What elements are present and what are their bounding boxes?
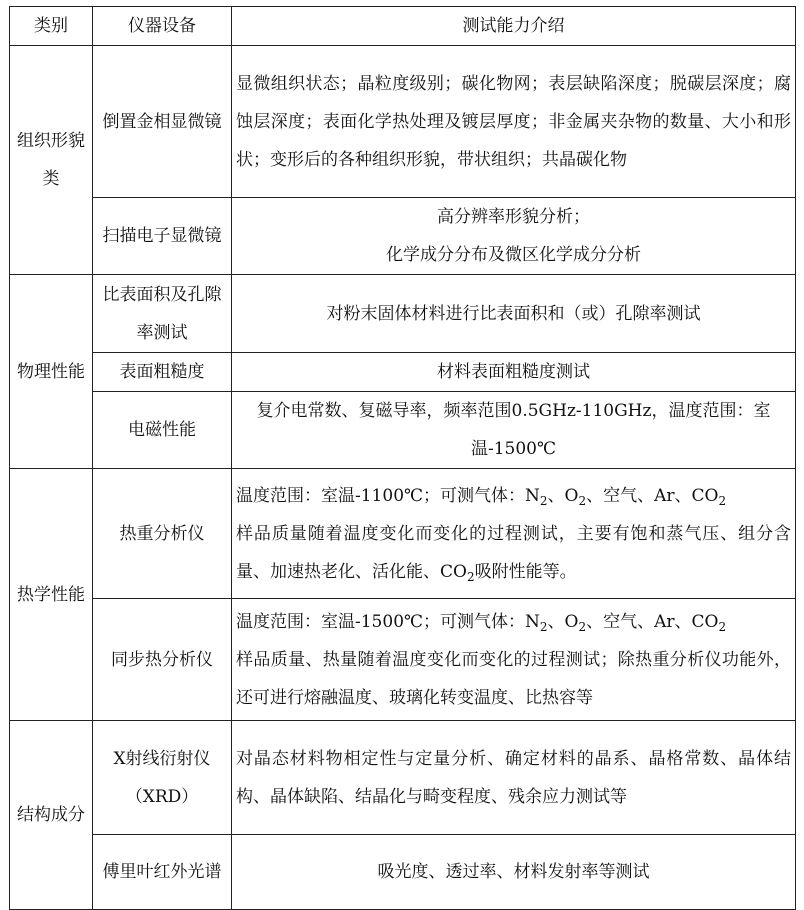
category-cell-morphology: 组织形貌类	[10, 46, 93, 275]
header-category: 类别	[10, 7, 93, 46]
category-cell-physical: 物理性能	[10, 275, 93, 469]
description-cell	[232, 198, 796, 275]
instrument-cell: 电磁性能	[93, 392, 232, 469]
description-cell: 显微组织状态；晶粒度级别；碳化物网；表层缺陷深度；脱碳层深度；腐蚀层深度；表面化学热处理及镀层厚度；非金属夹杂物的数量、大小和形状；变形后的各种组织形貌，带状组织；共晶碳化物	[232, 46, 796, 198]
header-description: 测试能力介绍	[232, 7, 796, 46]
instrument-cell: 表面粗糙度	[93, 353, 232, 392]
table-row	[10, 835, 796, 910]
instrument-cell: 傅里叶红外光谱	[93, 835, 232, 910]
table-row	[10, 198, 796, 275]
instrument-cell: 倒置金相显微镜	[93, 46, 232, 198]
description-line: 高分辨率形貌分析；	[437, 207, 590, 227]
table-row	[10, 721, 796, 835]
table-row	[10, 599, 796, 721]
instrument-cell: 扫描电子显微镜	[93, 198, 232, 275]
table-row	[10, 469, 796, 599]
description-cell: 温度范围：室温-1500℃；可测气体：$N_2$、$O_2$、空气、Ar、$CO_2$ 样品质量、热量随着温度变化而变化的过程测试；除热重分析仪功能外，还可进行熔融温度、玻璃化转变温度、比热容等	[232, 599, 796, 721]
table-row	[10, 46, 796, 198]
description-cell: 对粉末固体材料进行比表面积和（或）孔隙率测试	[232, 275, 796, 353]
capability-table	[9, 6, 796, 910]
category-cell-structure: 结构成分	[10, 721, 93, 910]
instrument-line: （XRD）	[125, 786, 199, 807]
instrument-line: X射线衍射仪	[113, 748, 211, 769]
description-cell: 材料表面粗糙度测试	[232, 353, 796, 392]
instrument-cell: 同步热分析仪	[93, 599, 232, 721]
category-cell-thermal: 热学性能	[10, 469, 93, 721]
instrument-cell: 比表面积及孔隙率测试	[93, 275, 232, 353]
table-row	[10, 275, 796, 353]
table-row	[10, 353, 796, 392]
description-line: 化学成分分布及微区化学成分分析	[386, 245, 641, 265]
description-cell: 对晶态材料物相定性与定量分析、确定材料的晶系、晶格常数、晶体结构、晶体缺陷、结晶化与畸变程度、残余应力测试等	[232, 721, 796, 835]
table-header-row	[10, 7, 796, 46]
description-cell: 复介电常数、复磁导率，频率范围0.5GHz-110GHz，温度范围：室温-1500℃	[232, 392, 796, 469]
table-row	[10, 392, 796, 469]
instrument-cell	[93, 721, 232, 835]
instrument-cell: 热重分析仪	[93, 469, 232, 599]
description-cell: 温度范围：室温-1100℃；可测气体：$N_2$、$O_2$、空气、Ar、$CO_2$ 样品质量随着温度变化而变化的过程测试，主要有饱和蒸气压、组分含量、加速热老化、活化能、$CO_2$吸附性能等。	[232, 469, 796, 599]
header-instrument: 仪器设备	[93, 7, 232, 46]
description-cell: 吸光度、透过率、材料发射率等测试	[232, 835, 796, 910]
